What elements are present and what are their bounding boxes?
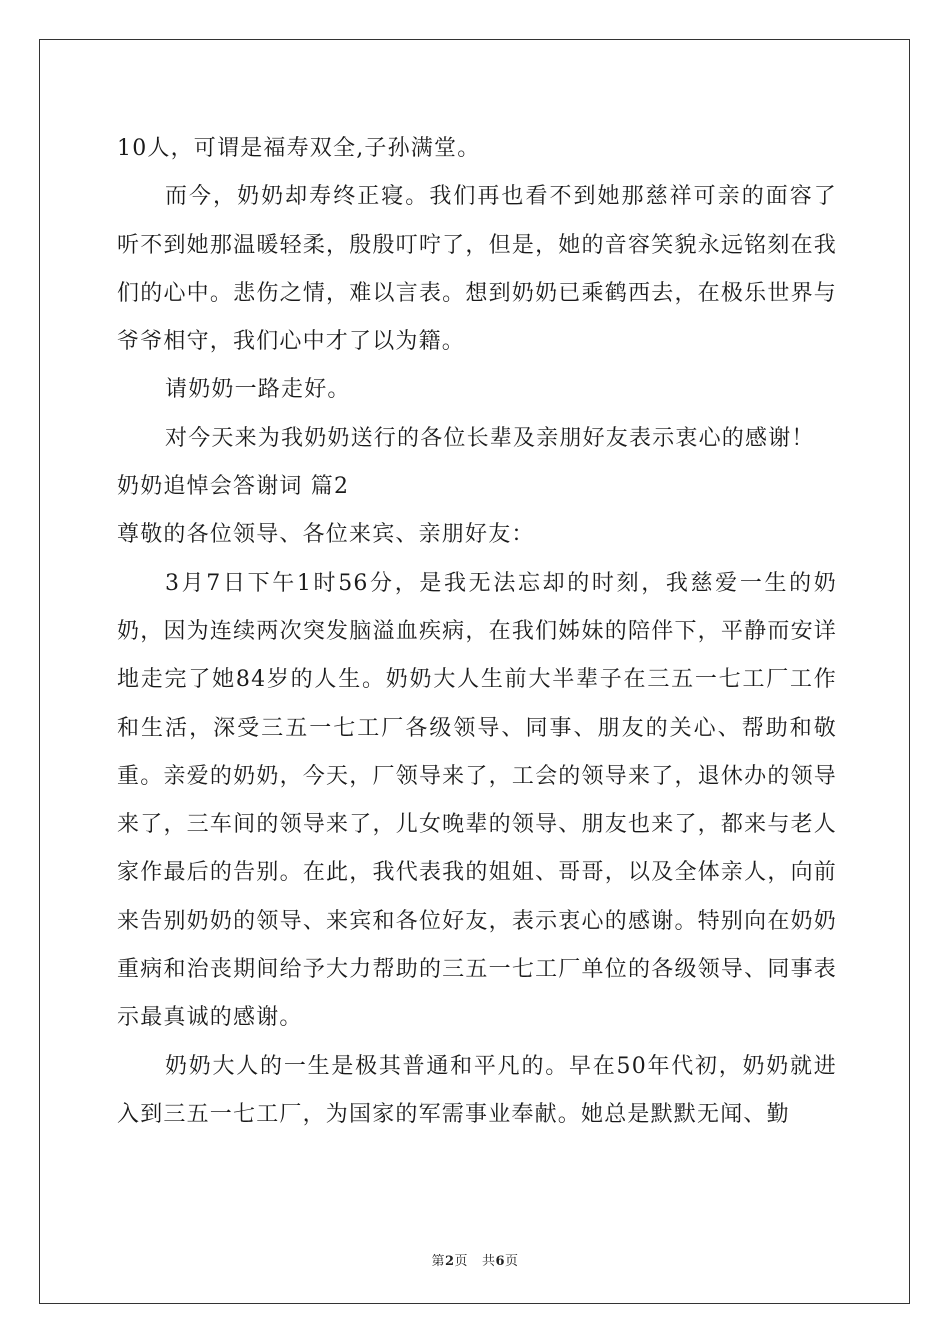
page-number: 2 xyxy=(445,1254,455,1269)
page-footer xyxy=(0,1250,950,1269)
paragraph: 对今天来为我奶奶送行的各位长辈及亲朋好友表示衷心的感谢！ xyxy=(165,425,815,451)
page-total: 6 xyxy=(495,1254,505,1269)
page-prefix: 第 xyxy=(431,1254,445,1269)
paragraph: 3月7日下午1时56分，是我无法忘却的时刻，我慈爱一生的奶奶，因为连续两次突发脑溢血疾病，在我们姊妹的陪伴下，平静而安详地走完了她84岁的人生。奶奶大人生前大半辈子在三五一七工厂工作和生活，深受三五一七工厂各级领导、同事、朋友的关心、帮助和敬重。亲爱的奶奶，今天，厂领导来了，工会的领导来了，退休办的领导来了，三车间的领导来了，儿女晚辈的领导、朋友也来了，都来与老人家作最后的告别。在此，我代表我的姐姐、哥哥，以及全体亲人，向前来告别奶奶的领导、来宾和各位好友，表示衷心的感谢。特别向在奶奶重病和治丧期间给予大力帮助的三五一七工厂单位的各级领导、同事表示最真诚的感谢。 xyxy=(117,570,837,1031)
paragraph: 请奶奶一路走好。 xyxy=(165,377,351,403)
paragraph: 10人，可谓是福寿双全,子孙满堂。 xyxy=(117,136,481,161)
paragraph: 而今，奶奶却寿终正寝。我们再也看不到她那慈祥可亲的面容了听不到她那温暖轻柔，殷殷叮咛了，但是，她的音容笑貌永远铭刻在我们的心中。悲伤之情，难以言表。想到奶奶已乘鹤西去，在极乐世界与爷爷相守，我们心中才了以为籍。 xyxy=(117,184,837,355)
page-mid: 页 共 xyxy=(454,1254,496,1269)
paragraph: 奶奶大人的一生是极其普通和平凡的。早在50年代初，奶奶就进入到三五一七工厂，为国家的军需事业奉献。她总是默默无闻、勤 xyxy=(117,1053,837,1127)
page-suffix: 页 xyxy=(505,1254,519,1269)
section-heading: 奶奶追悼会答谢词 篇2 xyxy=(117,474,350,500)
salutation: 尊敬的各位领导、各位来宾、亲朋好友： xyxy=(117,522,535,548)
document-body xyxy=(117,125,837,1139)
